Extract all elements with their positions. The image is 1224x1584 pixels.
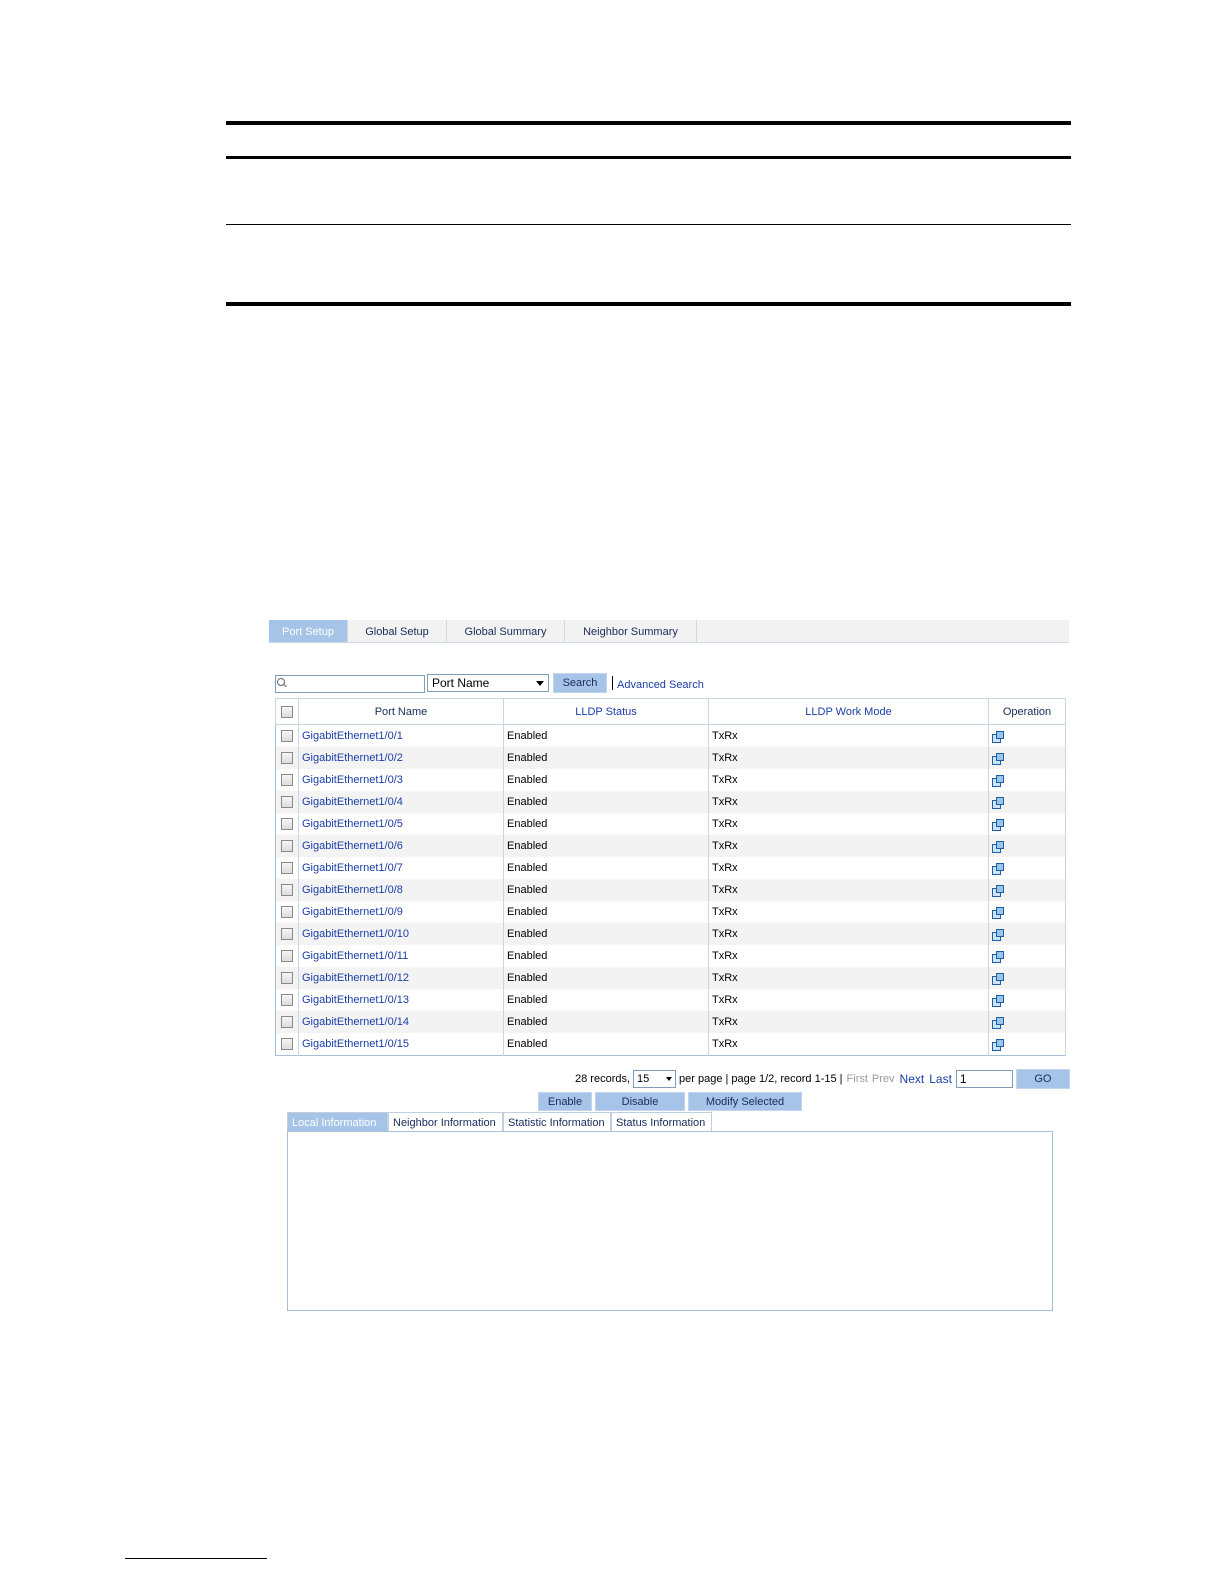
modify-icon[interactable]	[992, 819, 1003, 830]
row-checkbox[interactable]	[281, 752, 293, 764]
row-select-cell	[276, 725, 299, 748]
operation-cell	[989, 989, 1066, 1011]
operation-cell	[989, 879, 1066, 901]
table-row	[276, 1033, 1066, 1056]
row-checkbox[interactable]	[281, 950, 293, 962]
operation-cell	[989, 923, 1066, 945]
operation-cell	[989, 945, 1066, 967]
port-name-cell	[299, 835, 504, 857]
search-input-wrap	[275, 674, 425, 693]
operation-cell	[989, 747, 1066, 769]
lldp-work-mode-cell: TxRx	[709, 1033, 989, 1056]
row-select-cell	[276, 989, 299, 1011]
row-select-cell	[276, 945, 299, 967]
port-name-cell	[299, 1033, 504, 1056]
port-name-link[interactable]: GigabitEthernet1/0/6	[302, 840, 403, 852]
info-tab-bar	[287, 1112, 712, 1131]
enable-button[interactable]: Enable	[538, 1092, 592, 1111]
port-name-link[interactable]: GigabitEthernet1/0/14	[302, 1016, 410, 1028]
lldp-status-cell: Enabled	[504, 967, 709, 989]
lldp-status-cell: Enabled	[504, 901, 709, 923]
column-lldp-status[interactable]: LLDP Status	[504, 699, 709, 725]
modify-icon[interactable]	[992, 1017, 1003, 1028]
lldp-status-cell: Enabled	[504, 945, 709, 967]
port-name-cell	[299, 945, 504, 967]
port-name-cell	[299, 747, 504, 769]
operation-cell	[989, 967, 1066, 989]
row-select-cell	[276, 879, 299, 901]
search-input[interactable]	[275, 675, 425, 693]
lldp-work-mode-cell: TxRx	[709, 945, 989, 967]
modify-icon[interactable]	[992, 731, 1003, 742]
row-checkbox[interactable]	[281, 906, 293, 918]
per-page-value: 15	[637, 1073, 650, 1085]
row-select-cell	[276, 769, 299, 791]
row-select-cell	[276, 835, 299, 857]
port-name-link[interactable]: GigabitEthernet1/0/1	[302, 730, 403, 742]
go-button[interactable]: GO	[1016, 1069, 1070, 1089]
select-all-cell	[276, 699, 299, 725]
action-buttons	[538, 1092, 805, 1111]
port-name-cell	[299, 879, 504, 901]
port-name-link[interactable]: GigabitEthernet1/0/10	[302, 928, 410, 940]
column-port-name[interactable]: Port Name	[299, 699, 504, 725]
table-row	[276, 857, 1066, 879]
lldp-work-mode-cell: TxRx	[709, 879, 989, 901]
advanced-search-link[interactable]: Advanced Search	[617, 678, 704, 691]
modify-icon[interactable]	[992, 841, 1003, 852]
table-row	[276, 791, 1066, 813]
port-name-cell	[299, 813, 504, 835]
modify-selected-button[interactable]: Modify Selected	[688, 1092, 802, 1111]
lldp-status-cell: Enabled	[504, 1033, 709, 1056]
port-name-link[interactable]: GigabitEthernet1/0/7	[302, 862, 403, 874]
port-name-cell	[299, 725, 504, 748]
first-page-link: First	[846, 1073, 868, 1085]
row-checkbox[interactable]	[281, 774, 293, 786]
row-checkbox[interactable]	[281, 928, 293, 940]
table-row	[276, 901, 1066, 923]
port-name-link[interactable]: GigabitEthernet1/0/11	[302, 950, 409, 962]
lldp-status-cell: Enabled	[504, 923, 709, 945]
lldp-work-mode-cell: TxRx	[709, 967, 989, 989]
lldp-work-mode-cell: TxRx	[709, 923, 989, 945]
modify-icon[interactable]	[992, 1039, 1003, 1050]
row-select-cell	[276, 791, 299, 813]
table-row	[276, 989, 1066, 1011]
port-name-link[interactable]: GigabitEthernet1/0/8	[302, 884, 403, 896]
disable-button[interactable]: Disable	[595, 1092, 685, 1111]
tab-global-summary[interactable]: Global Summary	[447, 620, 565, 642]
modify-icon[interactable]	[992, 885, 1003, 896]
operation-cell	[989, 1033, 1066, 1056]
port-name-cell	[299, 1011, 504, 1033]
modify-icon[interactable]	[992, 929, 1003, 940]
per-page-select[interactable]	[633, 1070, 676, 1088]
operation-cell	[989, 813, 1066, 835]
column-operation: Operation	[989, 699, 1066, 725]
port-name-cell	[299, 769, 504, 791]
row-checkbox[interactable]	[281, 1016, 293, 1028]
lldp-work-mode-cell: TxRx	[709, 725, 989, 748]
tab-status-information[interactable]: Status Information	[611, 1112, 712, 1131]
row-select-cell	[276, 1011, 299, 1033]
search-field-select[interactable]	[427, 674, 549, 692]
lldp-status-cell: Enabled	[504, 857, 709, 879]
lldp-work-mode-cell: TxRx	[709, 769, 989, 791]
lldp-tab-bar	[269, 620, 1069, 643]
modify-icon[interactable]	[992, 753, 1003, 764]
lldp-work-mode-cell: TxRx	[709, 857, 989, 879]
row-select-cell	[276, 901, 299, 923]
table-rule-bottom	[226, 302, 1071, 306]
table-rule-top	[226, 121, 1071, 125]
lldp-work-mode-cell: TxRx	[709, 791, 989, 813]
chevron-down-icon	[666, 1077, 672, 1081]
pagination	[575, 1069, 1070, 1089]
modify-icon[interactable]	[992, 995, 1003, 1006]
operation-cell	[989, 725, 1066, 748]
modify-icon[interactable]	[992, 951, 1003, 962]
row-checkbox[interactable]	[281, 1038, 293, 1050]
table-row	[276, 1011, 1066, 1033]
select-all-checkbox[interactable]	[281, 706, 293, 718]
table-rule-header	[226, 156, 1071, 159]
modify-icon[interactable]	[992, 973, 1003, 984]
lldp-status-cell: Enabled	[504, 747, 709, 769]
table-row	[276, 967, 1066, 989]
row-select-cell	[276, 1033, 299, 1056]
lldp-work-mode-cell: TxRx	[709, 901, 989, 923]
lldp-status-cell: Enabled	[504, 813, 709, 835]
prev-page-link: Prev	[871, 1073, 895, 1085]
records-count: 28 records,	[575, 1073, 631, 1085]
table-row	[276, 813, 1066, 835]
row-checkbox[interactable]	[281, 730, 293, 742]
modify-icon[interactable]	[992, 907, 1003, 918]
chevron-down-icon	[536, 681, 544, 686]
table-row	[276, 945, 1066, 967]
table-header-row	[276, 699, 1066, 725]
row-checkbox[interactable]	[281, 840, 293, 852]
row-checkbox[interactable]	[281, 972, 293, 984]
table-row	[276, 747, 1066, 769]
tab-statistic-information[interactable]: Statistic Information	[503, 1112, 611, 1131]
lldp-work-mode-cell: TxRx	[709, 835, 989, 857]
row-checkbox[interactable]	[281, 994, 293, 1006]
row-select-cell	[276, 747, 299, 769]
row-checkbox[interactable]	[281, 884, 293, 896]
row-select-cell	[276, 967, 299, 989]
operation-cell	[989, 857, 1066, 879]
row-checkbox[interactable]	[281, 796, 293, 808]
port-name-link[interactable]: GigabitEthernet1/0/5	[302, 818, 403, 830]
lldp-status-cell: Enabled	[504, 769, 709, 791]
page-info: per page | page 1/2, record 1-15 |	[679, 1073, 843, 1085]
last-page-link[interactable]: Last	[929, 1072, 952, 1086]
table-row	[276, 769, 1066, 791]
operation-cell	[989, 769, 1066, 791]
port-name-link[interactable]: GigabitEthernet1/0/2	[302, 752, 403, 764]
search-button[interactable]: Search	[553, 673, 607, 693]
table-row	[276, 879, 1066, 901]
table-row	[276, 725, 1066, 748]
port-name-link[interactable]: GigabitEthernet1/0/12	[302, 972, 410, 984]
port-name-cell	[299, 857, 504, 879]
page-number-input[interactable]: 1	[956, 1070, 1013, 1088]
footnote-rule	[125, 1558, 267, 1559]
tab-global-setup[interactable]: Global Setup	[348, 620, 447, 642]
row-select-cell	[276, 813, 299, 835]
row-checkbox[interactable]	[281, 818, 293, 830]
port-name-cell	[299, 901, 504, 923]
operation-cell	[989, 1011, 1066, 1033]
port-name-link[interactable]: GigabitEthernet1/0/4	[302, 796, 403, 808]
lldp-work-mode-cell: TxRx	[709, 747, 989, 769]
tab-neighbor-summary[interactable]: Neighbor Summary	[565, 620, 697, 642]
table-row	[276, 923, 1066, 945]
table-row	[276, 835, 1066, 857]
lldp-work-mode-cell: TxRx	[709, 1011, 989, 1033]
lldp-work-mode-cell: TxRx	[709, 813, 989, 835]
port-name-cell	[299, 791, 504, 813]
lldp-status-cell: Enabled	[504, 725, 709, 748]
port-name-link[interactable]: GigabitEthernet1/0/3	[302, 774, 403, 786]
operation-cell	[989, 791, 1066, 813]
operation-cell	[989, 901, 1066, 923]
search-field-value: Port Name	[432, 676, 490, 690]
search-bar	[275, 673, 704, 693]
lldp-status-cell: Enabled	[504, 835, 709, 857]
port-name-cell	[299, 923, 504, 945]
modify-icon[interactable]	[992, 863, 1003, 874]
column-lldp-work-mode[interactable]: LLDP Work Mode	[709, 699, 989, 725]
operation-cell	[989, 835, 1066, 857]
row-select-cell	[276, 857, 299, 879]
port-name-cell	[299, 967, 504, 989]
tab-port-setup[interactable]: Port Setup	[269, 620, 348, 642]
row-checkbox[interactable]	[281, 862, 293, 874]
port-table	[275, 698, 1066, 1056]
port-name-link[interactable]: GigabitEthernet1/0/15	[302, 1038, 410, 1050]
modify-icon[interactable]	[992, 775, 1003, 786]
table-rule-middle	[226, 224, 1071, 225]
search-icon	[277, 678, 285, 686]
lldp-status-cell: Enabled	[504, 791, 709, 813]
lldp-status-cell: Enabled	[504, 989, 709, 1011]
lldp-status-cell: Enabled	[504, 1011, 709, 1033]
tab-neighbor-information[interactable]: Neighbor Information	[388, 1112, 503, 1131]
lldp-work-mode-cell: TxRx	[709, 989, 989, 1011]
lldp-status-cell: Enabled	[504, 879, 709, 901]
separator	[612, 676, 613, 690]
port-name-link[interactable]: GigabitEthernet1/0/9	[302, 906, 403, 918]
port-name-link[interactable]: GigabitEthernet1/0/13	[302, 994, 410, 1006]
tab-local-information[interactable]: Local Information	[287, 1112, 388, 1131]
port-name-cell	[299, 989, 504, 1011]
modify-icon[interactable]	[992, 797, 1003, 808]
info-panel	[287, 1131, 1053, 1311]
next-page-link[interactable]: Next	[899, 1072, 925, 1086]
row-select-cell	[276, 923, 299, 945]
